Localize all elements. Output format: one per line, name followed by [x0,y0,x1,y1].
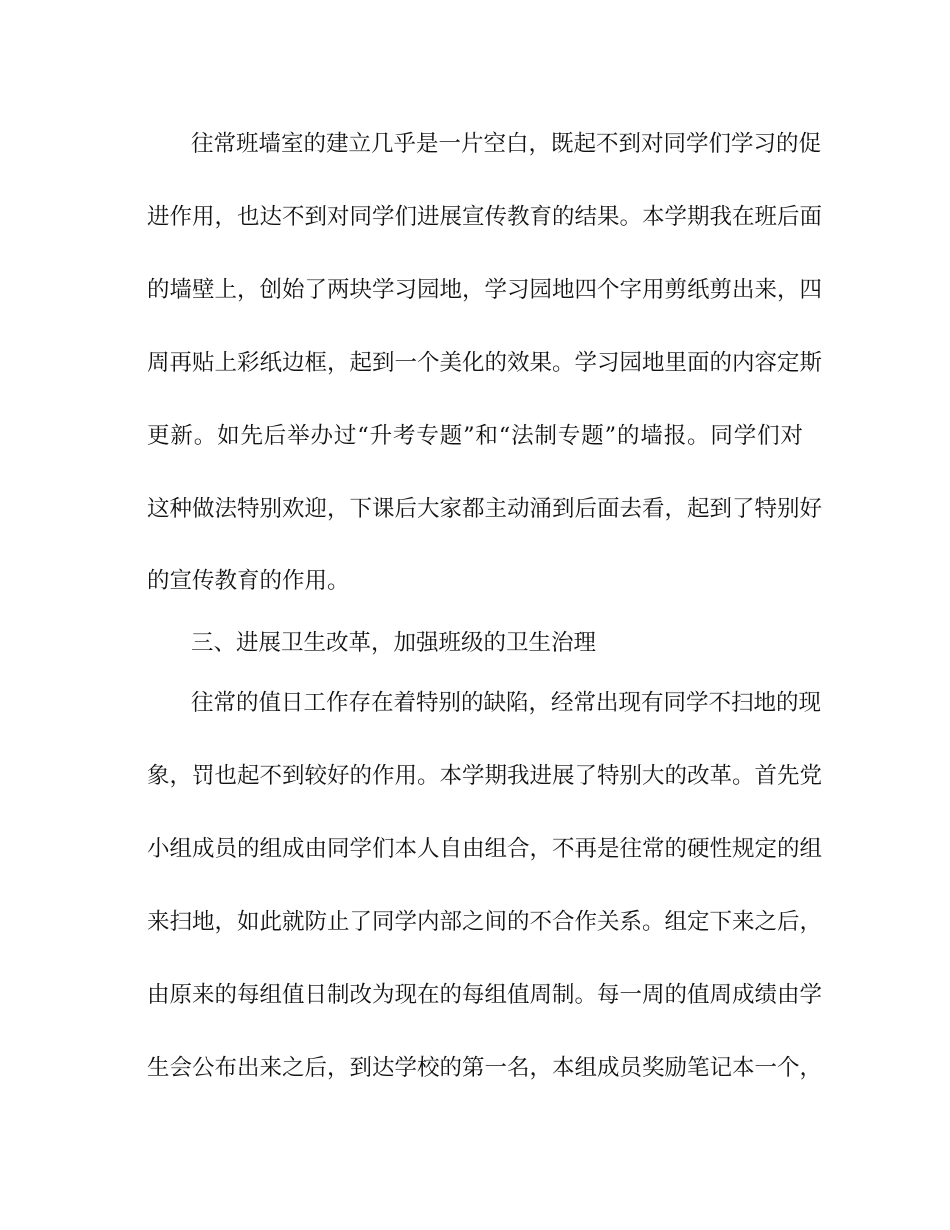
paragraph-line: 来扫地，如此就防止了同学内部之间的不合作关系。组定下来之后， [147,909,823,935]
paragraph-line: 由原来的每组值日制改为现在的每组值周制。每一周的值周成绩由学 [147,982,823,1008]
paragraph-line: 更新。如先后举办过“升考专题”和“法制专题”的墙报。同学们对 [147,423,803,449]
paragraph-line: 的墙壁上，创始了两块学习园地，学习园地四个字用剪纸剪出来，四 [147,277,823,303]
section-heading: 三、进展卫生改革，加强班级的卫生治理 [191,630,597,656]
paragraph-line: 象，罚也起不到较好的作用。本学期我进展了特别大的改革。首先党 [147,763,823,789]
paragraph-line: 这种做法特别欢迎，下课后大家都主动涌到后面去看，起到了特别好 [147,496,823,522]
paragraph-line: 进作用，也达不到对同学们进展宣传教育的结果。本学期我在班后面 [147,204,823,230]
paragraph-line: 往常的值日工作存在着特别的缺陷，经常出现有同学不扫地的现 [191,690,822,716]
paragraph-line: 周再贴上彩纸边框，起到一个美化的效果。学习园地里面的内容定斯 [147,350,823,376]
paragraph-line: 往常班墙室的建立几乎是一片空白，既起不到对同学们学习的促 [191,131,822,157]
paragraph-line: 的宣传教育的作用。 [147,568,350,594]
paragraph-line: 生会公布出来之后，到达学校的第一名，本组成员奖励笔记本一个， [147,1055,823,1081]
paragraph-line: 小组成员的组成由同学们本人自由组合，不再是往常的硬性规定的组 [147,836,823,862]
